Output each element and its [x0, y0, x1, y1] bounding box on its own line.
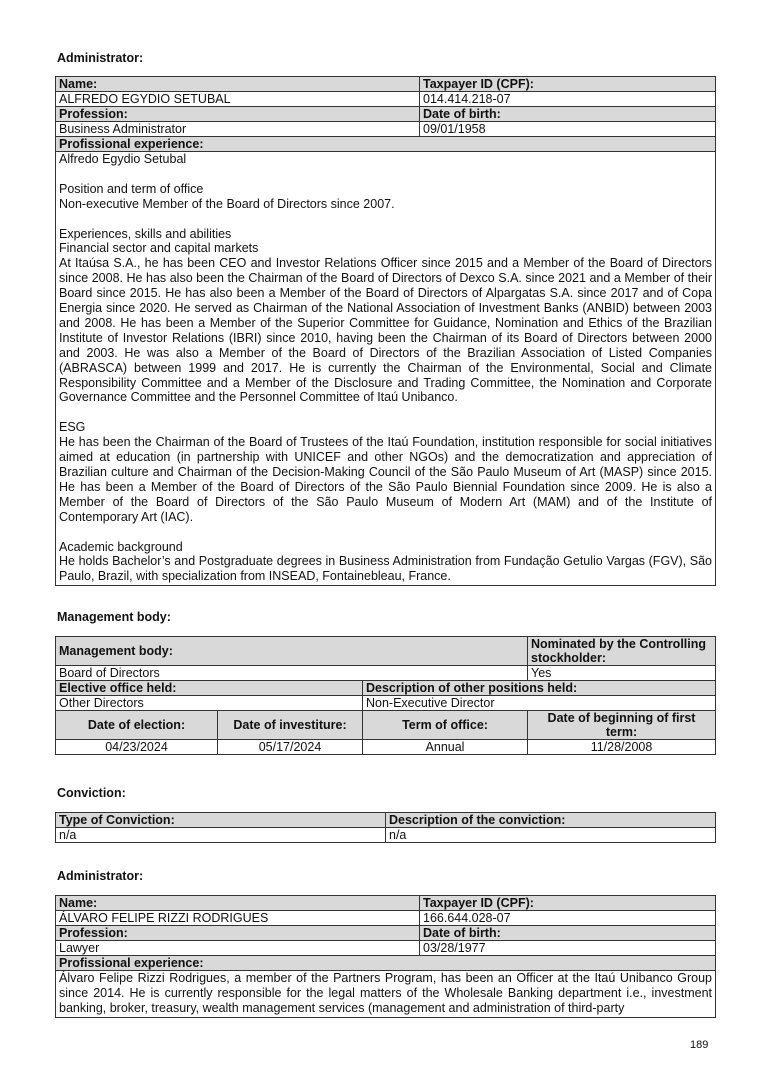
dob-label: Date of birth: [420, 926, 716, 941]
experience-text [56, 152, 716, 586]
first-term-label: Date of beginning of first term: [528, 711, 716, 740]
section-heading-conviction: Conviction: [57, 786, 126, 800]
profession-label: Profession: [56, 926, 420, 941]
experience-subheading: Academic background [59, 539, 183, 554]
management-body-label: Management body: [56, 637, 528, 666]
profession-value: Lawyer [56, 941, 420, 956]
experience-line: Non-executive Member of the Board of Directors since 2007. [59, 196, 395, 211]
experience-subheading: Experiences, skills and abilities [59, 226, 232, 241]
nominated-label: Nominated by the Controlling stockholder: [528, 637, 716, 666]
conviction-type-value: n/a [56, 828, 386, 843]
experience-subheading: ESG [59, 420, 86, 435]
name-label: Name: [56, 77, 420, 92]
experience-paragraph: He holds Bachelor’s and Postgraduate degrees in Business Administration from Fundação Getulio Vargas (FGV), São Paulo, Brazil, with specialization from INSEAD, Fontainebleau, France. [59, 554, 712, 584]
administrator-table-2 [55, 895, 716, 1018]
management-body-value: Board of Directors [56, 666, 528, 681]
experience-subheading: Position and term of office [59, 181, 204, 196]
conviction-type-label: Type of Conviction: [56, 813, 386, 828]
experience-paragraph: Álvaro Felipe Rizzi Rodrigues, a member of the Partners Program, has been an Officer at the Itaú Unibanco Group since 2014. He is currently responsible for the legal matters of the Wholesale Banking department i.e., investment banking, broker, treasury, wealth management services (management and administration of third-party [56, 971, 716, 1018]
elective-office-value: Other Directors [56, 696, 363, 711]
conviction-table [55, 812, 716, 843]
nominated-value: Yes [528, 666, 716, 681]
experience-paragraph: He has been the Chairman of the Board of Trustees of the Itaú Foundation, institution responsible for social initiatives aimed at education (in partnership with UNICEF and other NGOs) and the democratization and appreciation of Brazilian culture and Chairman of the Decision-Making Council of the São Paulo Museum of Art (MASP) since 2015. He has been a Member of the Board of Directors of the São Paulo Biennial Foundation since 2009. He is also a Member of the Board of Directors of the São Paulo Museum of Modern Art (MAM) and of the Institute of Contemporary Art (IAC). [59, 435, 712, 524]
experience-label: Profissional experience: [56, 137, 716, 152]
conviction-description-label: Description of the conviction: [386, 813, 716, 828]
experience-line: Alfredo Egydio Setubal [59, 152, 187, 166]
dob-label: Date of birth: [420, 107, 716, 122]
investiture-date-value: 05/17/2024 [218, 740, 363, 755]
term-value: Annual [363, 740, 528, 755]
investiture-date-label: Date of investiture: [218, 711, 363, 740]
cpf-label: Taxpayer ID (CPF): [420, 896, 716, 911]
cpf-value: 166.644.028-07 [420, 911, 716, 926]
election-date-value: 04/23/2024 [56, 740, 218, 755]
cpf-label: Taxpayer ID (CPF): [420, 77, 716, 92]
section-heading-management-body: Management body: [57, 610, 171, 624]
other-positions-value: Non-Executive Director [363, 696, 716, 711]
management-body-table [55, 636, 716, 755]
experience-paragraph: At Itaúsa S.A., he has been CEO and Investor Relations Officer since 2015 and a Member of the Board of Directors since 2008. He has also been the Chairman of the Board of Directors of Dexco S.A. since 2021 and a Member of their Board since 2015. He has also been a Member of the Board of Directors of Alpargatas S.A. since 2017 and of Copa Energia since 2020. He served as Chairman of the National Association of Investment Banks (ANBID) between 2003 and 2008. He has been a Member of the Superior Committee for Guidance, Nomination and Ethics of the Brazilian Institute of Investor Relations (IBRI) since 2010, having been the Chairman of its Board of Directors between 2000 and 2003. He was also a Member of the Board of Directors of the Brazilian Association of Listed Companies (ABRASCA) between 1999 and 2017. He is currently the Chairman of the Environmental, Social and Climate Responsibility Committee and a Member of the Disclosure and Trading Committee, the Nomination and Corporate Governance Committee and the Personnel Committee of Itaú Unibanco. [59, 256, 712, 405]
election-date-label: Date of election: [56, 711, 218, 740]
other-positions-label: Description of other positions held: [363, 681, 716, 696]
administrator-table [55, 76, 716, 586]
name-value: ÁLVARO FELIPE RIZZI RODRIGUES [56, 911, 420, 926]
conviction-description-value: n/a [386, 828, 716, 843]
section-heading-administrator: Administrator: [57, 51, 144, 65]
first-term-value: 11/28/2008 [528, 740, 716, 755]
page-number: 189 [690, 1039, 709, 1051]
name-label: Name: [56, 896, 420, 911]
dob-value: 09/01/1958 [420, 122, 716, 137]
section-heading-administrator-2: Administrator: [57, 869, 144, 883]
name-value: ALFREDO EGYDIO SETUBAL [56, 92, 420, 107]
experience-label: Profissional experience: [56, 956, 716, 971]
elective-office-label: Elective office held: [56, 681, 363, 696]
cpf-value: 014.414.218-07 [420, 92, 716, 107]
profession-value: Business Administrator [56, 122, 420, 137]
term-label: Term of office: [363, 711, 528, 740]
profession-label: Profession: [56, 107, 420, 122]
dob-value: 03/28/1977 [420, 941, 716, 956]
experience-line: Financial sector and capital markets [59, 241, 259, 256]
